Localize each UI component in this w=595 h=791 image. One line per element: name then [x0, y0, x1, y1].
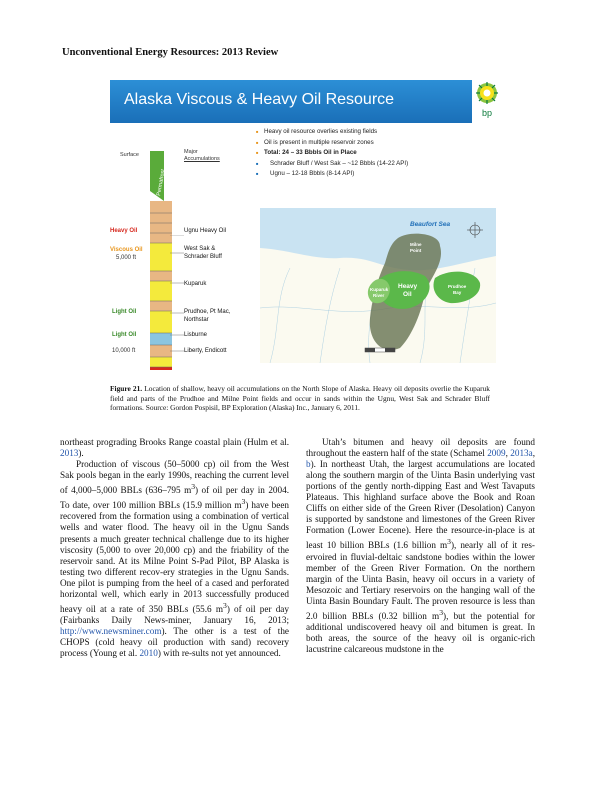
- acc-west-sak: West Sak &: [184, 246, 216, 252]
- bp-logo-text: bp: [482, 108, 493, 118]
- map-prudhoe: Prudhoe: [448, 284, 467, 289]
- caption-label: Figure 21.: [110, 384, 143, 393]
- label-5000ft: 5,000 ft: [116, 255, 137, 261]
- right-column: [306, 437, 535, 655]
- text-run: northeast prograding Brooks Range coastal plain (Hulm et al.: [60, 437, 289, 447]
- acc-liberty: Liberty, Endicott: [184, 348, 227, 354]
- bullet-1: ■ Heavy oil resource overlies existing fields: [256, 127, 408, 138]
- superscript: 3: [191, 482, 196, 492]
- bp-logo-icon: [474, 80, 500, 110]
- text-run: ,: [505, 448, 511, 459]
- major-accumulations-header: [184, 149, 220, 163]
- acc-kuparuk: Kuparuk: [184, 281, 207, 287]
- bullet-4: ■ Schrader Bluff / West Sak – ~12 Bbbls (14-22 API): [256, 159, 408, 170]
- text-run: ) of oil per day (Fairbanks Daily News-miner, January 16, 2013;: [60, 603, 289, 625]
- citation-link[interactable]: 2010: [139, 648, 158, 659]
- map-milne: Milne: [410, 242, 422, 247]
- map-kuparuk: Kuparuk: [370, 287, 389, 292]
- label-heavy-oil: Heavy Oil: [110, 228, 138, 234]
- superscript: 3: [222, 600, 227, 610]
- figure-banner: [110, 80, 472, 123]
- acc-ugnu: Ugnu Heavy Oil: [184, 228, 227, 234]
- text-run: Utah’s bitumen and heavy oil deposits are found throughout the eastern half of the state (Schamel: [306, 437, 535, 459]
- accumulation-connectors: [170, 235, 184, 355]
- figure-title: Alaska Viscous & Heavy Oil Resource: [124, 91, 395, 108]
- major-label: Major: [184, 149, 198, 155]
- left-paragraph-1: [60, 437, 289, 459]
- caption-text: Location of shallow, heavy oil accumulations on the North Slope of Alaska. Heavy oil deposits overlie the Kuparuk field and parts of the Prudhoe and Milne Point fields and occur in sands within the Ugnu, West Sak and Schrader Bluff formations. Source: Gordon Pospisil, BP Exploration (Alaska) Inc., January 6, 2011.: [110, 384, 490, 413]
- text-run: ,: [532, 448, 535, 459]
- label-viscous-oil: Viscous Oil: [110, 247, 143, 253]
- text-run: ). The other is a test of the CHOPS (cold heavy oil production with sand) recovery process (Young et al.: [60, 625, 289, 659]
- map-oil: Oil: [403, 291, 412, 298]
- label-light-oil-2: Light Oil: [112, 332, 137, 338]
- left-column: [60, 437, 289, 659]
- acc-schrader: Schrader Bluff: [184, 254, 222, 260]
- text-run: ), nearly all of it res-ervoired in fluvial-deltaic sandstone bodies within the lower member of the Green River Formation. On the northern margin of the Uinta Basin, heavy oil occurs in a variety of Mesozoic and Tertiary reservoirs on the hanging wall of the Uinta Basin Boundary Fault. The proven resource is less than 2.0 billion BBLs (0.32 billion m: [306, 540, 535, 621]
- map-heavy: Heavy: [398, 283, 418, 290]
- bullet-3: ■ Total: 24 – 33 Bbbls Oil in Place: [256, 148, 408, 159]
- figure-bullets: [256, 127, 408, 180]
- right-paragraph-1: [306, 437, 535, 655]
- bullet-2: ■ Oil is present in multiple reservoir zones: [256, 138, 408, 149]
- newsminer-link[interactable]: http://www.newsminer.com: [60, 625, 162, 636]
- citation-link[interactable]: 2009: [487, 448, 506, 459]
- label-10000ft: 10,000 ft: [112, 348, 136, 354]
- label-light-oil-1: Light Oil: [112, 309, 137, 315]
- bullet-5: ■ Ugnu – 12-18 Bbbls (8-14 API): [256, 169, 408, 180]
- text-run: ), but the potential for additional undiscovered heavy oil and bitumen is great. In both areas, the source of the heavy oil is organic-rich lacustrine calcareous mudstone in the: [306, 610, 535, 654]
- surface-label: Surface: [120, 152, 139, 158]
- superscript: 3: [447, 537, 451, 547]
- accumulations-label: Accumulations: [184, 156, 220, 162]
- acc-lisburne: Lisburne: [184, 332, 208, 338]
- text-run: ) with re-sults not yet announced.: [157, 648, 281, 659]
- text-run: ). In northeast Utah, the largest accumulations are located along the southern margin of the Uinta Basin underlying vast portions of the gently north-dipping East and West Tavaputs Plateaus. This highland surface above the Book and Roan Cliffs on either side of the Green River (Desolation) Canyon is supported by sandstone and limestones of the Green River Formation (Lower Eocene). Here the resource-in-place is at least 10 billion BBLs (1.6 billion m: [306, 459, 535, 551]
- citation-link[interactable]: b: [306, 459, 311, 470]
- text-run: ) of oil per day in 2004. To date, over 100 million BBLs (15.9 million m: [60, 485, 289, 511]
- superscript: 3: [241, 497, 246, 507]
- superscript: 3: [439, 607, 444, 617]
- running-head: Unconventional Energy Resources: 2013 Review: [62, 47, 279, 58]
- map-beaufort-sea: Beaufort Sea: [410, 221, 451, 228]
- citation-link[interactable]: 2013a: [510, 448, 533, 459]
- text-run: ) have been recovered from the formation using a combination of vertical wells and water flood. The heavy oil in the Ugnu Sands presents a much greater technical challenge due to its higher viscosity (5,000 to over 20,000 cp) and the friability of the reservoir sand. At its Milne Point S-Pad Pilot, BP Alaska is testing two different recov-ery strategies in the Ugnu Sands. One pilot is pumping from the heel of a cased and perforated horizontal well, which early in 2013 successfully produced heavy oil at a rate of 350 BBLs (55.6 m: [60, 500, 289, 614]
- text-run: ).: [78, 448, 84, 459]
- figure-21: [110, 80, 500, 370]
- text-run: Production of viscous (50–5000 cp) oil from the West Sak pools began in the early 1990s, reaching the current level of 4,000–5,000 BBLs (636–795 m: [60, 459, 289, 496]
- citation-link[interactable]: 2013: [60, 448, 79, 459]
- map-bay: Bay: [453, 290, 462, 295]
- figure-caption: [110, 384, 490, 413]
- map-river: River: [373, 293, 385, 298]
- map-point: Point: [410, 248, 422, 253]
- acc-northstar: Northstar: [184, 317, 209, 323]
- acc-prudhoe: Prudhoe, Pt Mac,: [184, 309, 231, 315]
- left-paragraph-2: [60, 459, 289, 659]
- north-slope-map: [260, 208, 496, 363]
- permafrost-label: Permafrost: [156, 168, 167, 197]
